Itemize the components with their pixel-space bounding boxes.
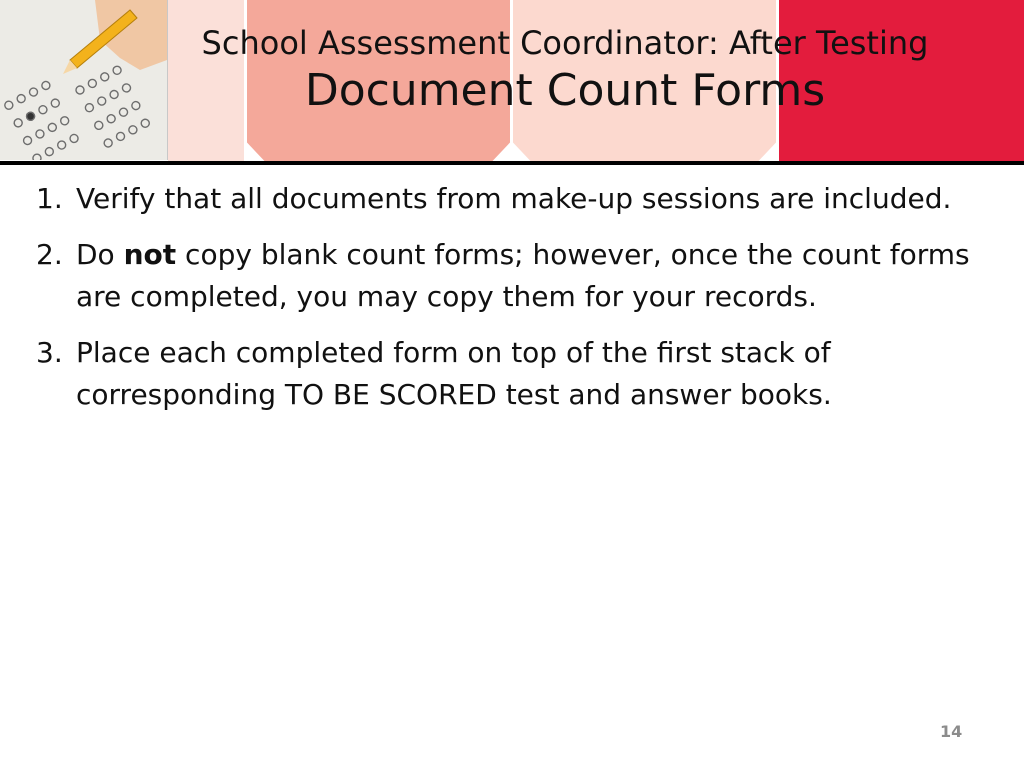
slide-header [0,0,1024,162]
text-before: Do [76,238,124,271]
list-item-text [76,234,1016,318]
page-number: 14 [940,722,963,741]
list-item [36,178,1016,220]
list-item-number: 2. [36,238,63,271]
list-item-text: Place each completed form on top of the first stack of corresponding TO BE SCORED test and answer books. [76,336,832,411]
answer-sheet-illustration [0,0,167,160]
emphasis-not: not [123,238,177,271]
slide-title-line1: School Assessment Coordinator: After Testing [201,24,929,62]
slide-title [150,22,980,118]
text-after: copy blank count forms; however, once the count forms are completed, you may copy them for your records. [76,238,970,313]
list-item [36,234,1016,318]
list-item-text: Verify that all documents from make-up sessions are included. [76,182,952,215]
list-item [36,332,1016,416]
answer-sheet-photo-icon [0,0,168,160]
header-divider [0,161,1024,165]
numbered-list [36,178,1016,430]
list-item-number: 1. [36,182,63,215]
list-item-number: 3. [36,336,63,369]
slide-title-line2: Document Count Forms [304,65,826,116]
